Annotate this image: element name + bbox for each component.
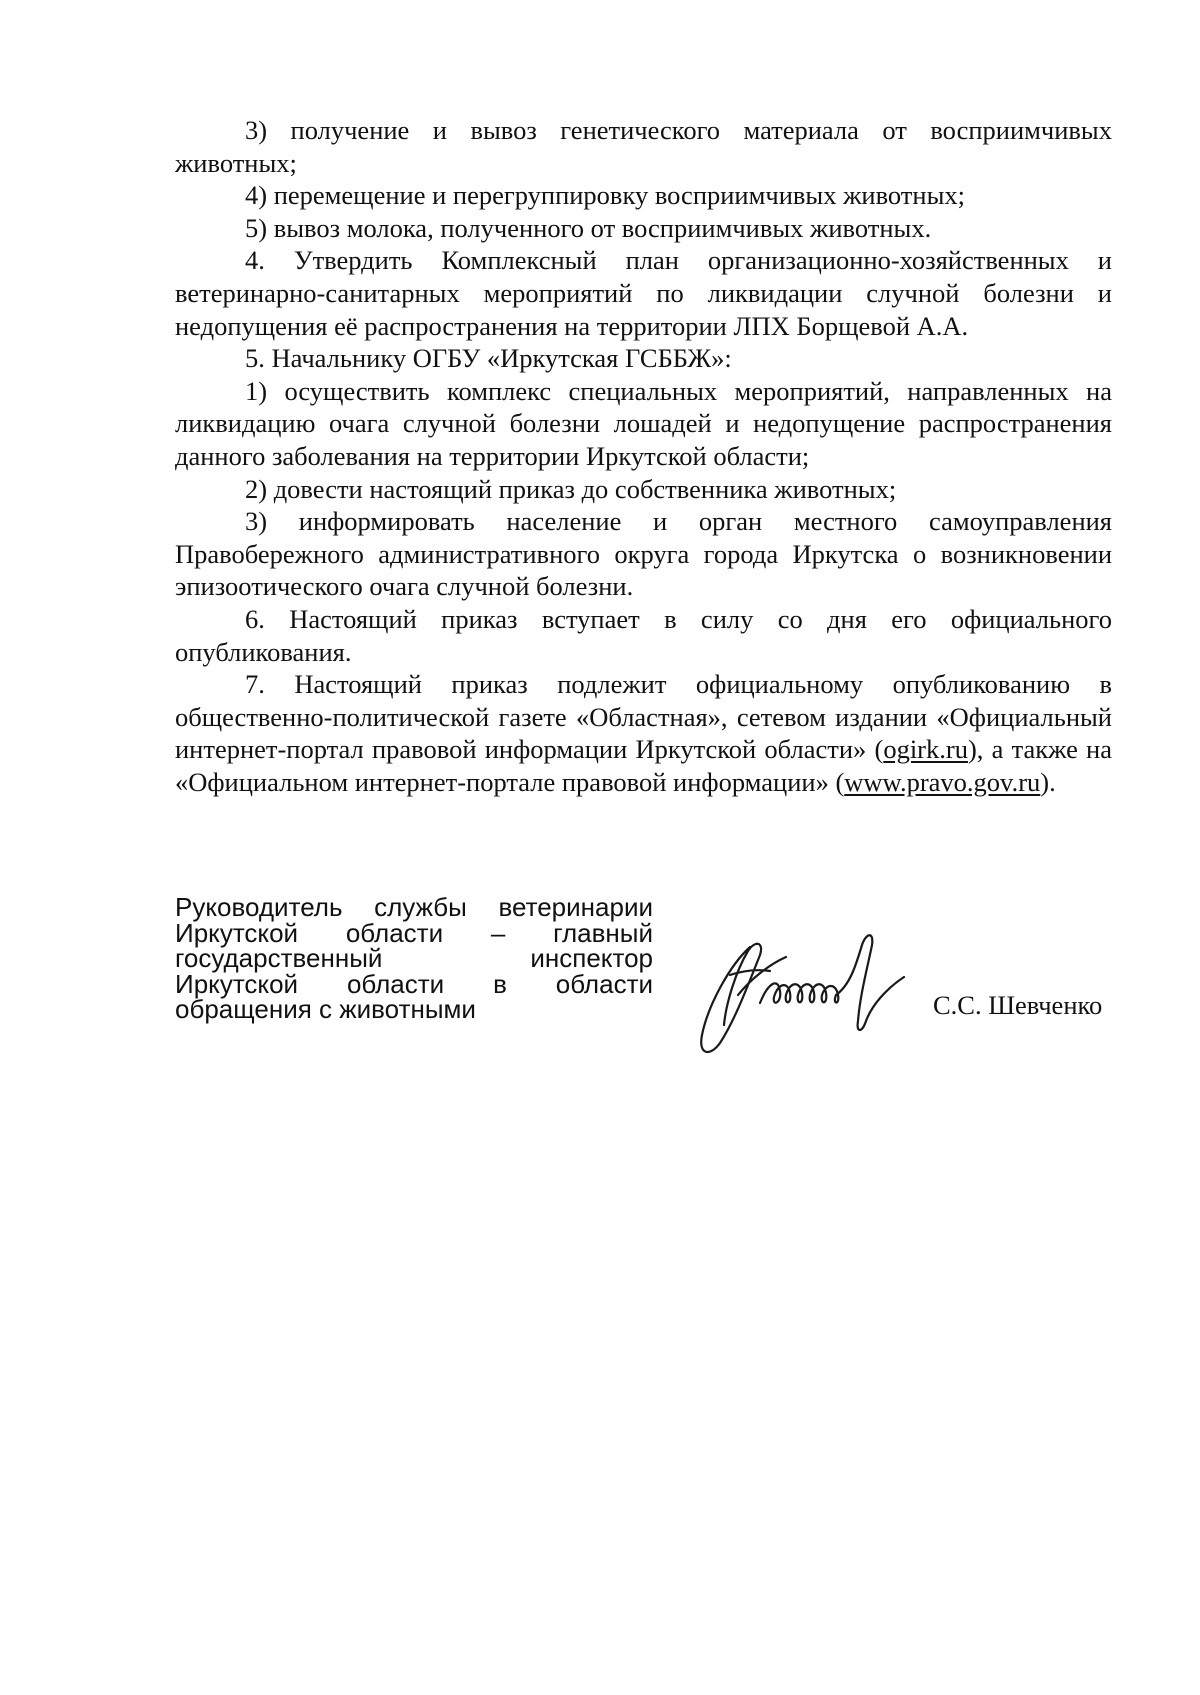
pravo-gov-link[interactable]: www.pravo.gov.ru	[844, 766, 1041, 797]
paragraph-item-5-milk-export: 5) вывоз молока, полученного от восприимчивых животных.	[245, 212, 932, 243]
signer-position-line: обращения с животными	[175, 994, 476, 1024]
paragraph-clause-5-item-1: 1) осуществить комплекс специальных мероприятий, направленных на ликвидацию очага случной болезни лошадей и недопущение распространения данного заболевания на территории Иркутской области;	[175, 375, 1112, 471]
order-body-text	[175, 114, 1112, 798]
paragraph-item-3-genetic-material: 3) получение и вывоз генетического материала от восприимчивых животных;	[175, 115, 1112, 178]
publication-text-middle: ), а также на «Официальном интернет-портале правовой информации» (	[175, 734, 1113, 797]
paragraph-clause-6-effect: 6. Настоящий приказ вступает в силу со дня его официального опубликования.	[175, 603, 1112, 667]
signer-position-line: Руководитель службы ветеринарии	[175, 892, 653, 922]
paragraph-item-4-movement: 4) перемещение и перегруппировку восприимчивых животных;	[245, 180, 965, 211]
signer-position-title	[175, 892, 653, 1024]
paragraph-clause-5-item-3: 3) информировать население и орган местного самоуправления Правобережного административного округа города Иркутска о возникновении эпизоотического очага случной болезни.	[175, 506, 1112, 602]
signer-position-line: Иркутской области – главный	[175, 917, 653, 948]
signer-position-line: Иркутской области в области	[175, 968, 653, 999]
paragraph-clause-7-publication	[175, 668, 1112, 798]
publication-text-after: ).	[1040, 766, 1056, 797]
paragraph-clause-4-plan: 4. Утвердить Комплексный план организационно-хозяйственных и ветеринарно-санитарных мероприятий по ликвидации случной болезни и недопущения её распространения на территории ЛПХ Борщевой А.А.	[175, 245, 1112, 341]
paragraph-clause-5-item-2: 2) довести настоящий приказ до собственника животных;	[245, 473, 897, 504]
handwritten-signature	[690, 925, 970, 1065]
signer-name: С.С. Шевченко	[933, 990, 1103, 1020]
publication-text-before: 7. Настоящий приказ подлежит официальному опубликованию в общественно-политической газете «Областная», сетевом издании «Официальный интернет-портал правовой информации Иркутской области» (	[175, 669, 1112, 765]
paragraph-clause-5-head: 5. Начальнику ОГБУ «Иркутская ГСББЖ»:	[245, 343, 732, 374]
signer-position-line: государственный инспектор	[175, 943, 653, 973]
ogirk-link[interactable]: ogirk.ru	[883, 734, 968, 765]
